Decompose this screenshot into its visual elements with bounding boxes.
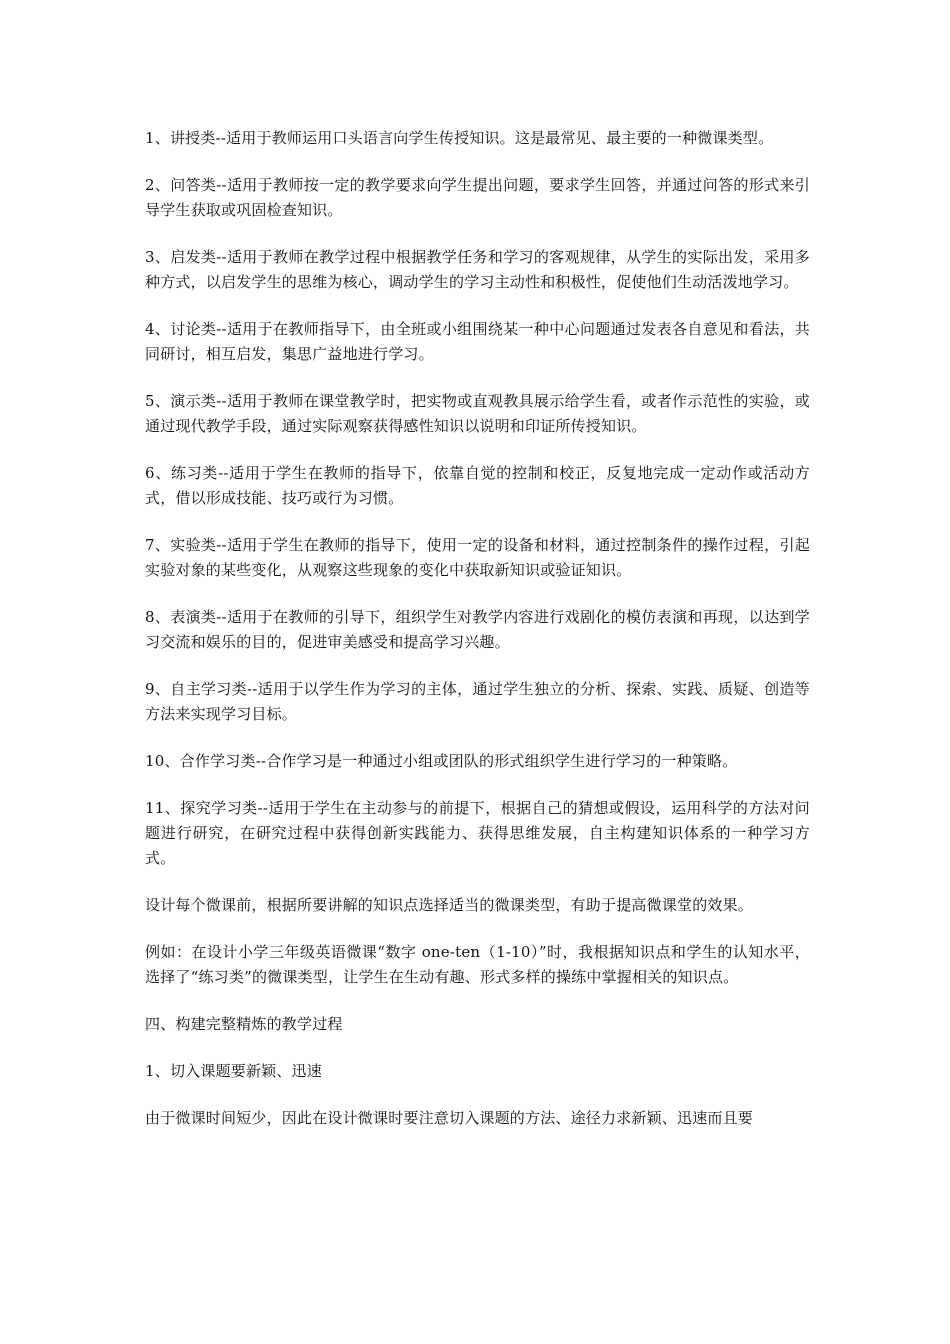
paragraph-experiment-type: 7、实验类--适用于学生在教师的指导下，使用一定的设备和材料，通过控制条件的操作过程，引起实验对象的某些变化，从观察这些现象的变化中获取新知识或验证知识。 <box>145 536 810 579</box>
paragraph-design-summary: 设计每个微课前，根据所要讲解的知识点选择适当的微课类型，有助于提高微课堂的效果。 <box>145 896 754 914</box>
paragraph-performance-type: 8、表演类--适用于在教师的引导下，组织学生对教学内容进行戏剧化的模仿表演和再现，以达到学习交流和娱乐的目的，促进审美感受和提高学习兴趣。 <box>145 608 810 651</box>
paragraph-intro-method: 由于微课时间短少，因此在设计微课时要注意切入课题的方法、途径力求新颖、迅速而且要 <box>145 1109 754 1127</box>
paragraph-example: 例如：在设计小学三年级英语微课“数字 one-ten（1-10）”时，我根据知识点和学生的认知水平，选择了“练习类”的微课类型，让学生在生动有趣、形式多样的操练中掌握相关的知识点。 <box>145 943 810 986</box>
paragraph-lecture-type: 1、讲授类--适用于教师运用口头语言向学生传授知识。这是最常见、最主要的一种微课类型。 <box>145 129 774 147</box>
paragraph-cooperative-type: 10、合作学习类--合作学习是一种通过小组或团队的形式组织学生进行学习的一种策略。 <box>145 752 738 770</box>
paragraph-discussion-type: 4、讨论类--适用于在教师指导下，由全班或小组围绕某一种中心问题通过发表各自意见和看法，共同研讨，相互启发，集思广益地进行学习。 <box>145 320 810 363</box>
paragraph-heuristic-type: 3、启发类--适用于教师在教学过程中根据教学任务和学习的客观规律，从学生的实际出发，采用多种方式，以启发学生的思维为核心，调动学生的学习主动性和积极性，促使他们生动活泼地学习。 <box>145 248 810 291</box>
subsection-heading: 1、切入课题要新颖、迅速 <box>145 1062 322 1080</box>
section-heading: 四、构建完整精炼的教学过程 <box>145 1015 343 1033</box>
paragraph-inquiry-type: 11、探究学习类--适用于学生在主动参与的前提下，根据自己的猜想或假设，运用科学的方法对问题进行研究，在研究过程中获得创新实践能力、获得思维发展，自主构建知识体系的一种学习方式。 <box>145 799 810 867</box>
paragraph-demonstration-type: 5、演示类--适用于教师在课堂教学时，把实物或直观教具展示给学生看，或者作示范性的实验，或通过现代教学手段，通过实际观察获得感性知识以说明和印证所传授知识。 <box>145 392 810 435</box>
paragraph-self-study-type: 9、自主学习类--适用于以学生作为学习的主体，通过学生独立的分析、探索、实践、质疑、创造等方法来实现学习目标。 <box>145 680 810 723</box>
document-body <box>145 126 810 1153</box>
paragraph-practice-type: 6、练习类--适用于学生在教师的指导下，依靠自觉的控制和校正，反复地完成一定动作或活动方式，借以形成技能、技巧或行为习惯。 <box>145 464 811 507</box>
paragraph-qa-type: 2、问答类--适用于教师按一定的教学要求向学生提出问题，要求学生回答，并通过问答的形式来引导学生获取或巩固检查知识。 <box>145 176 810 219</box>
